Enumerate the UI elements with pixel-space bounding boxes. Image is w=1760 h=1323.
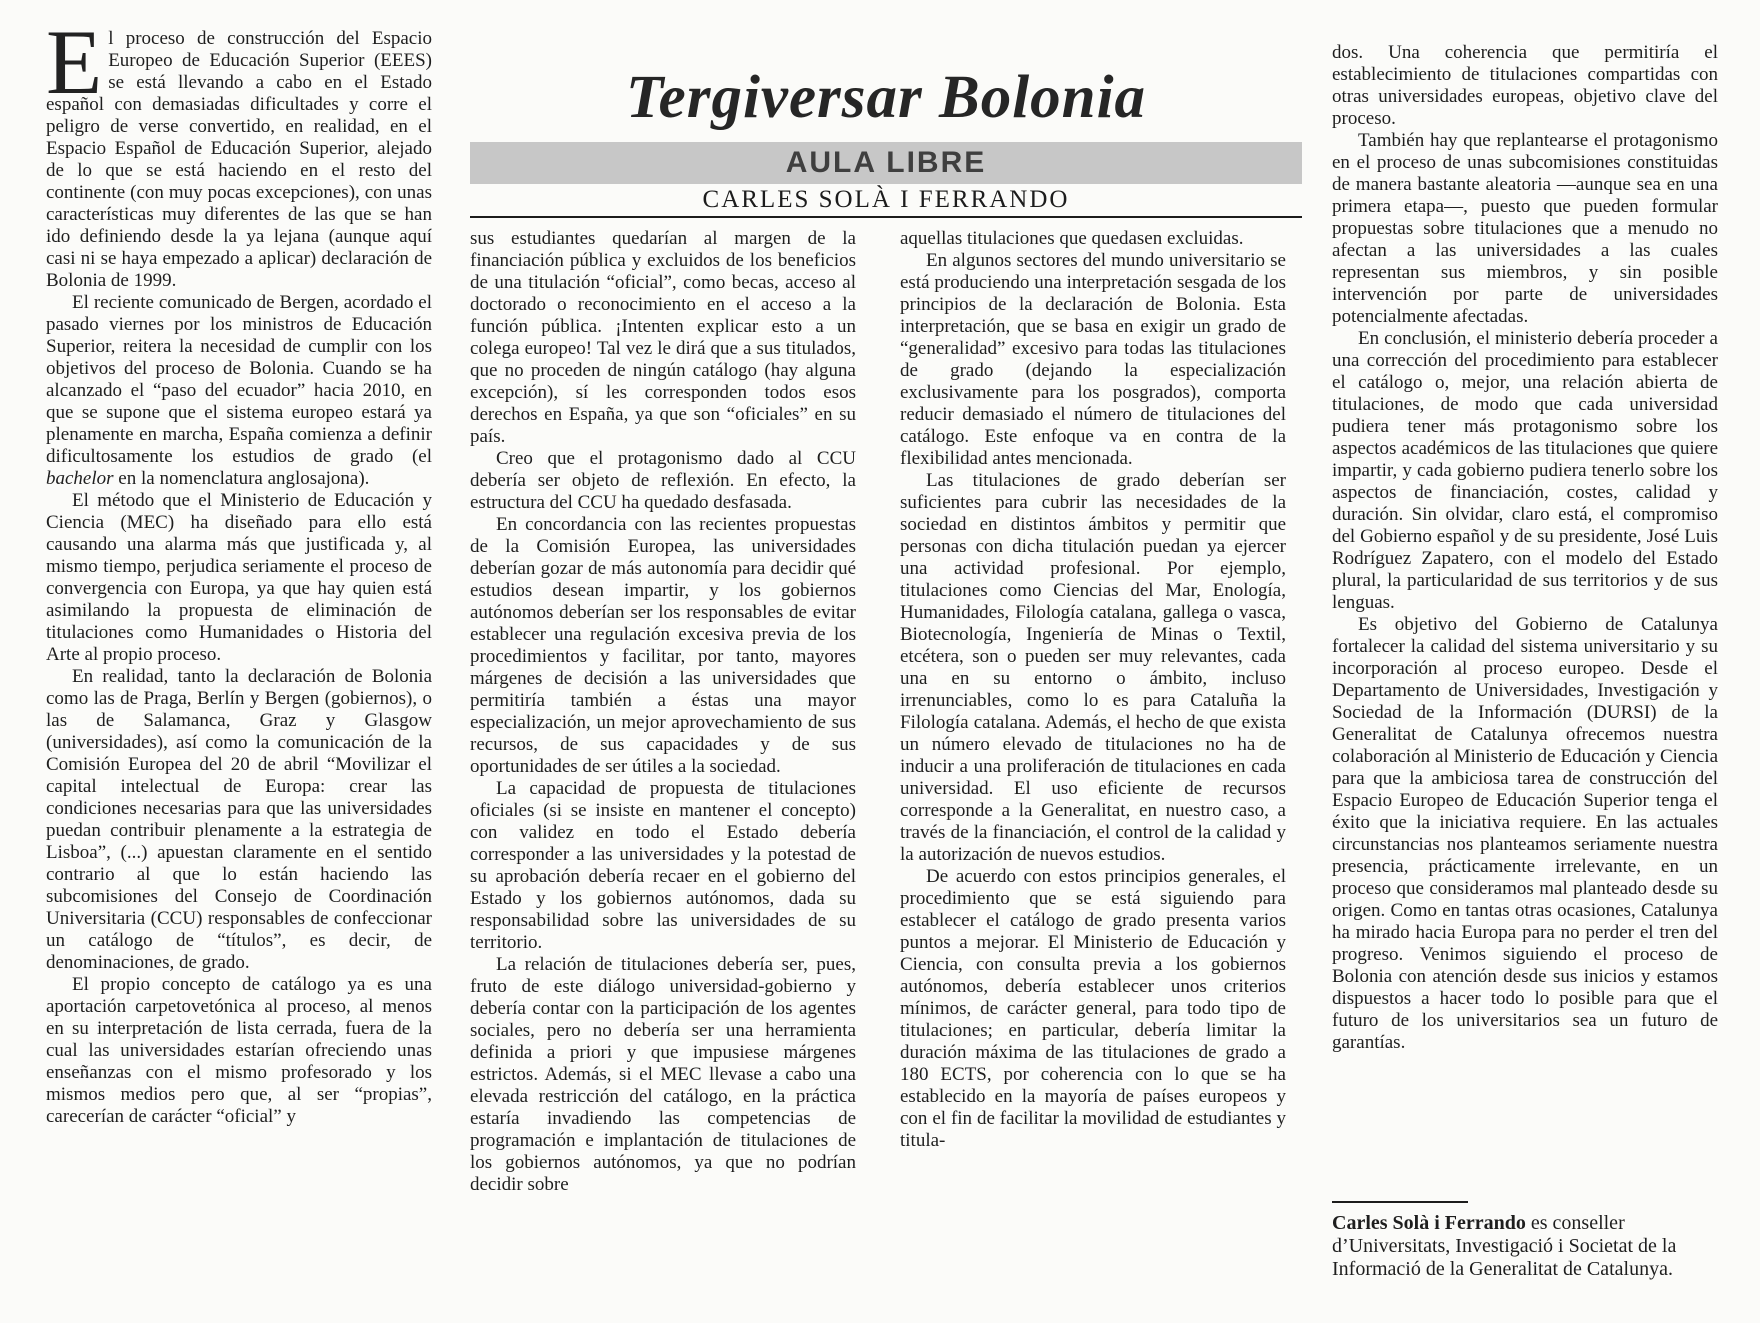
text-segment: De acuerdo con estos principios generales, el procedimiento que se está siguiendo para establecer el catálogo de grado presenta varios puntos a mejorar. El Ministerio de Educación y Ciencia, con consulta previa a los gobiernos autónomos, debería establecer unos criterios mínimos, de carácter general, para todo tipo de titulaciones; en particular, debería limitar la duración máxima de las titulaciones de grado a 180 ECTS, por coherencia con lo que se ha establecido en la mayoría de países europeos y con el fin de facilitar la movilidad de estudiantes y titula- [900,866,1286,1151]
article-paragraph [1332,328,1718,614]
article-paragraph [1332,614,1718,1054]
text-segment: En algunos sectores del mundo universitario se está produciendo una interpretación sesgada de los principios de la declaración de Bolonia. Esta interpretación, que se basa en exigir un grado de “generalidad” excesivo para todas las titulaciones de grado (dejando la especialización exclusivamente para los posgrados), comporta reducir demasiado el número de titulaciones del catálogo. Este enfoque va en contra de la flexibilidad antes mencionada. [900,250,1286,469]
article-column-4 [1332,42,1718,1054]
text-segment: También hay que replantearse el protagonismo en el proceso de unas subcomisiones constituidas de manera bastante aleatoria —aunque sea en una primera etapa—, puesto que pueden formular propuestas sobre titulaciones que a menudo no afectan a las universidades a las cuales representan sus miembros, y sin posible intervención por parte de universidades potencialmente afectadas. [1332,130,1718,327]
article-paragraph [470,954,856,1196]
article-paragraph [900,228,1286,250]
article-paragraph [470,448,856,514]
article-paragraph [46,292,432,490]
text-segment: Las titulaciones de grado deberían ser suficientes para cubrir las necesidades de la sociedad en distintos ámbitos y permitir que personas con dicha titulación puedan ya ejercer una actividad profesional. Por ejemplo, titulaciones como Ciencias del Mar, Enología, Humanidades, Filología catalana, gallega o vasca, Biotecnología, Ingeniería de Minas o Textil, etcétera, son o pueden ser muy relevantes, cada una en su entorno o ámbito, incluso irrenunciables, como lo es para Cataluña la Filología catalana. Además, el hecho de que exista un número elevado de titulaciones no ha de inducir a una proliferación de titulaciones en cada universidad. El uso eficiente de recursos corresponde a la Generalitat, en nuestro caso, a través de la financiación, el control de la calidad y la autorización de nuevos estudios. [900,470,1286,865]
section-banner-label: AULA LIBRE [785,146,987,179]
text-segment: l proceso de construcción del Espacio Europeo de Educación Superior (EEES) se está llevando a cabo en el Estado español con demasiadas dificultades y corre el peligro de verse convertido, en realidad, en el Espacio Español de Educación Superior, alejado de lo que se está haciendo en el resto del continente (con muy pocas excepciones), con unas características muy diferentes de las que se han ido definiendo desde la ya lejana (aunque aquí casi ni se haya empezado a aplicar) declaración de Bolonia de 1999. [46,28,432,291]
text-segment: en la nomenclatura anglosajona). [113,468,370,489]
article-paragraph [1332,42,1718,130]
page-title: Tergiversar Bolonia [625,63,1147,131]
text-segment: En conclusión, el ministerio debería proceder a una corrección del procedimiento para establecer el catálogo o, mejor, una relación abierta de titulaciones, de modo que cada universidad pudiera tener más protagonismo sobre los aspectos académicos de las titulaciones que quiere impartir, y cada gobierno pudiera tenerlo sobre los aspectos de financiación, costes, calidad y duración. Sin olvidar, claro está, el compromiso del Gobierno español y de su presidente, José Luis Rodríguez Zapatero, con el modelo del Estado plural, la particularidad de sus territorios y de sus lenguas. [1332,328,1718,613]
text-segment: bachelor [46,468,114,489]
article-paragraph [46,666,432,974]
byline: CARLES SOLÀ I FERRANDO [702,186,1070,213]
article-paragraph [900,470,1286,866]
text-segment: En realidad, tanto la declaración de Bolonia como las de Praga, Berlín y Bergen (gobiernos), o las de Salamanca, Graz y Glasgow (universidades), así como la comunicación de la Comisión Europea del 20 de abril “Movilizar el capital intelectual de Europa: crear las condiciones necesarias para que las universidades puedan contribuir plenamente a la estrategia de Lisboa”, (...) apuestan claramente en el sentido contrario al que lo están haciendo las subcomisiones del Consejo de Coordinación Universitaria (CCU) responsables de confeccionar un catálogo de “títulos”, es decir, de denominaciones, de grado. [46,666,432,973]
text-segment: sus estudiantes quedarían al margen de la financiación pública y excluidos de los beneficios de una titulación “oficial”, como becas, acceso al doctorado o reconocimiento en el acceso a la función pública. ¡Intenten explicar esto a un colega europeo! Tal vez le dirá que a sus titulados, que no proceden de ningún catálogo (hay alguna excepción), sí les corresponden todos esos derechos en España, ya que son “oficiales” en su país. [470,228,856,447]
author-bio [1332,1212,1724,1281]
text-segment: es conseller d’Universitats, Investigació i Societat de la Informació de la Generalitat de Catalunya. [1332,1212,1677,1280]
article-paragraph [470,778,856,954]
text-segment: La relación de titulaciones debería ser, pues, fruto de este diálogo universidad-gobierno y debería contar con la participación de los agentes sociales, pero no debería ser una herramienta definida a priori y que impusiese márgenes estrictos. Además, si el MEC llevase a cabo una elevada restricción del catálogo, en la práctica estaría invadiendo las competencias de programación e implantación de titulaciones de los gobiernos autónomos, ya que no podrían decidir sobre [470,954,856,1195]
article-paragraph [470,514,856,778]
article-paragraph [470,228,856,448]
drop-cap: E [46,11,103,113]
text-segment: Es objetivo del Gobierno de Catalunya fortalecer la calidad del sistema universitario y su incorporación al proceso europeo. Desde el Departamento de Universidades, Investigación y Sociedad de la Información (DURSI) de la Generalitat de Catalunya ofrecemos nuestra colaboración al Ministerio de Educación y Ciencia para que la ambiciosa tarea de construcción del Espacio Europeo de Educación Superior tenga el éxito que la iniciativa requiere. En las actuales circunstancias nos planteamos seriamente nuestra presencia, prácticamente irrelevante, en un proceso que consideramos mal planteado desde su origen. Como en tantas otras ocasiones, Catalunya ha mirado hacia Europa para no perder el tren del progreso. Venimos siguiendo el proceso de Bolonia con atención desde sus inicios y estamos dispuestos a hacer todo lo posible para que el futuro de los universitarios sea un futuro de garantías. [1332,614,1718,1053]
article-paragraph [46,974,432,1128]
text-segment: Carles Solà i Ferrando [1332,1212,1526,1234]
byline-rule [470,216,1302,218]
article-paragraph [900,866,1286,1152]
text-segment: La capacidad de propuesta de titulaciones oficiales (si se insiste en mantener el concepto) con validez en todo el Estado debería corresponder a las universidades y la potestad de su aprobación debería recaer en el gobierno del Estado y los gobiernos autónomos, dada su responsabilidad sobre las universidades de su territorio. [470,778,856,953]
text-segment: El reciente comunicado de Bergen, acordado el pasado viernes por los ministros de Educación Superior, reitera la necesidad de cumplir con los objetivos del proceso de Bolonia. Cuando se ha alcanzado el “paso del ecuador” hacia 2010, en que se supone que el sistema europeo estará ya plenamente en marcha, España comienza a definir dificultosamente los estudios de grado (el [46,292,432,467]
text-segment: En concordancia con las recientes propuestas de la Comisión Europea, las universidades deberían gozar de más autonomía para decidir qué estudios desean impartir, y los gobiernos autónomos deberían ser los responsables de evitar establecer una regulación excesiva previa de los procedimientos y facilitar, por tanto, mayores márgenes de decisión a las universidades que permitiría también a éstas una mayor especialización, un mejor aprovechamiento de sus recursos, de sus capacidades y de sus oportunidades de ser útiles a la sociedad. [470,514,856,777]
text-segment: aquellas titulaciones que quedasen excluidas. [900,228,1244,249]
article-paragraph [900,250,1286,470]
article-paragraph [46,11,432,292]
footer-rule [1332,1201,1468,1203]
text-segment: El método que el Ministerio de Educación y Ciencia (MEC) ha diseñado para ello está causando una alarma más que justificada y, al mismo tiempo, perjudica seriamente el proceso de convergencia con Europa, ya que hay quien está asimilando la propuesta de eliminación de titulaciones como Humanidades o Historia del Arte al propio proceso. [46,490,432,665]
article-paragraph [46,490,432,666]
section-banner [470,142,1302,184]
text-segment: El propio concepto de catálogo ya es una aportación carpetovetónica al proceso, al menos en su interpretación de lista cerrada, fuera de la cual las universidades estarían ofreciendo unas enseñanzas con el mismo profesorado y los mismos medios pero que, al ser “propias”, carecerían de carácter “oficial” y [46,974,432,1127]
article-paragraph [1332,130,1718,328]
article-column-1 [46,11,432,1128]
text-segment: dos. Una coherencia que permitiría el establecimiento de titulaciones compartidas con otras universidades europeas, objetivo clave del proceso. [1332,42,1718,129]
text-segment: Creo que el protagonismo dado al CCU debería ser objeto de reflexión. En efecto, la estructura del CCU ha quedado desfasada. [470,448,856,513]
article-column-2 [470,228,856,1196]
article-column-3 [900,228,1286,1152]
